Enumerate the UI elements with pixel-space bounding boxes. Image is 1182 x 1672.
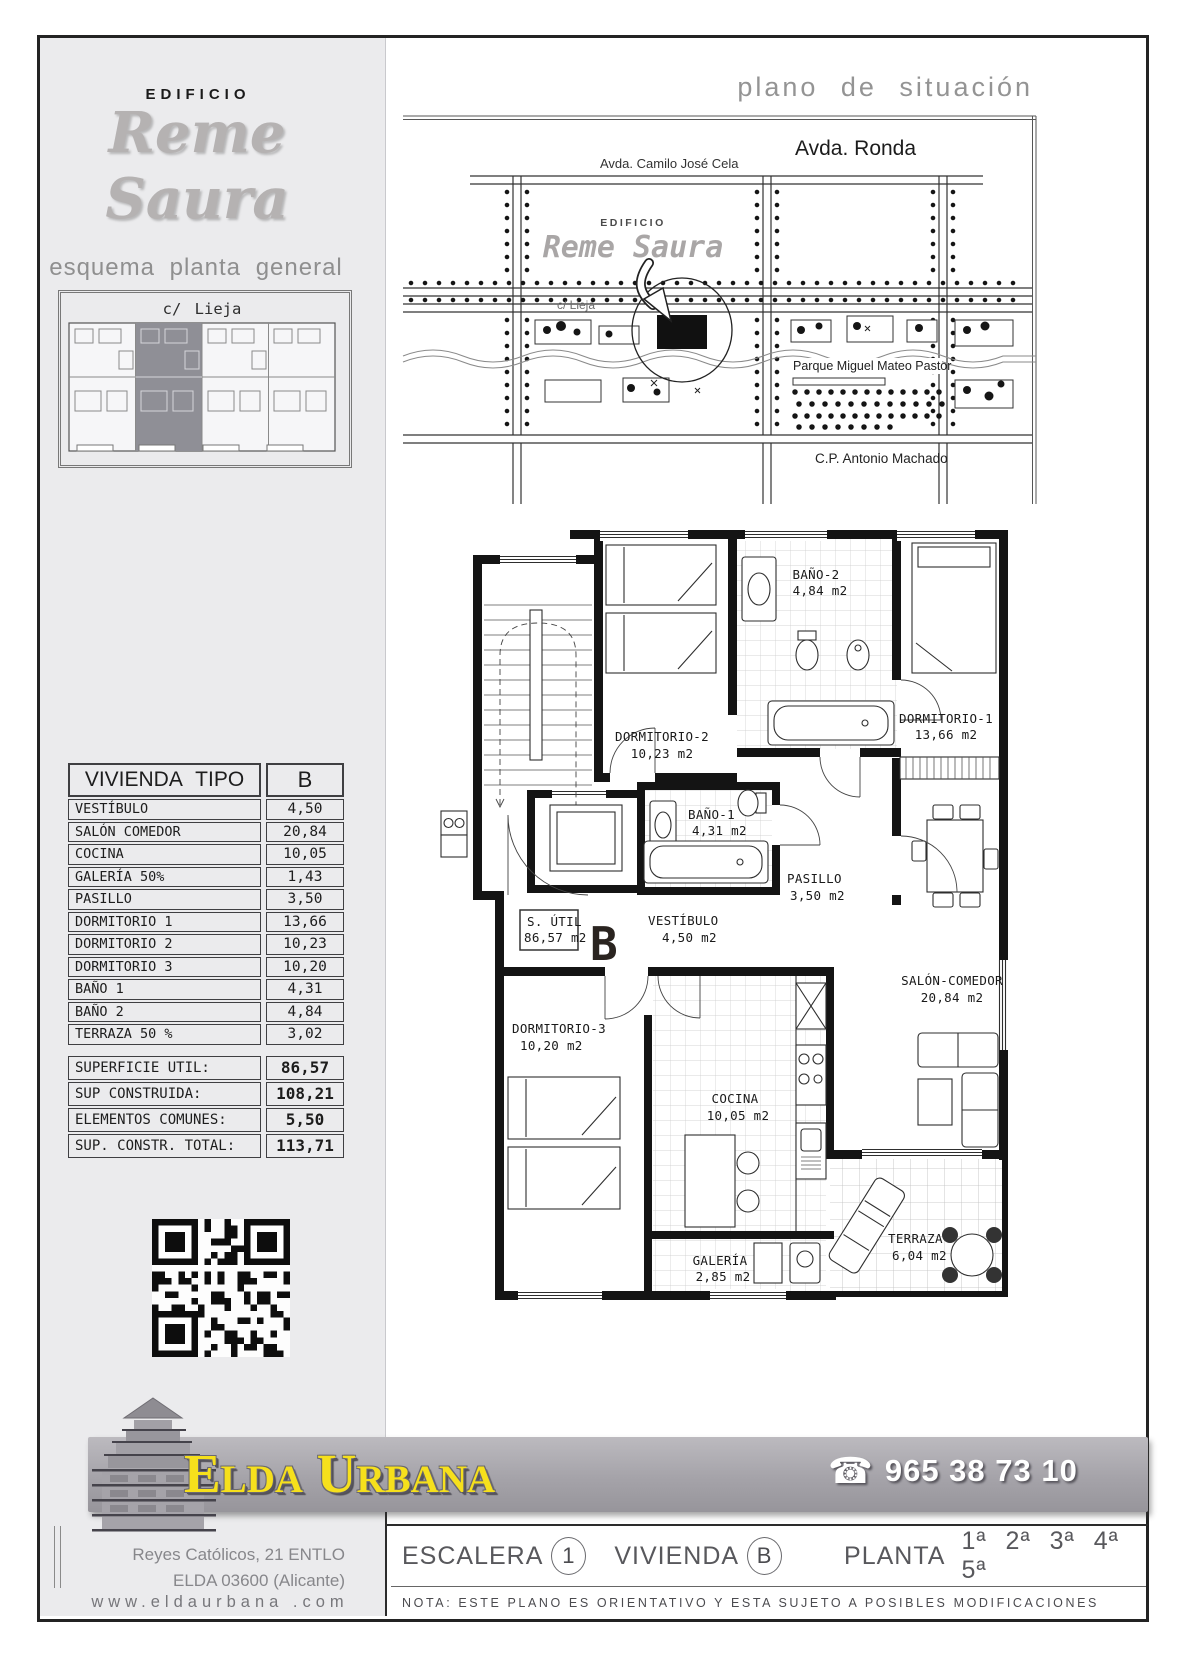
row-value: 4,50 [266, 799, 344, 820]
row-label: DORMITORIO 1 [68, 912, 261, 933]
row-value: 10,05 [266, 844, 344, 865]
row-label: BAÑO 1 [68, 979, 261, 1000]
phone-block [828, 1450, 1078, 1492]
room-area: 2,85 m2 [695, 1269, 751, 1284]
summary-row [68, 1134, 344, 1158]
qr-code [152, 1219, 290, 1362]
room-label: BAÑO-2 [792, 567, 840, 582]
escalera-label: ESCALERA [402, 1541, 544, 1570]
summary-label: SUP CONSTRUIDA: [68, 1082, 261, 1106]
table-row [68, 844, 344, 865]
nota-rule [391, 1586, 1146, 1587]
dining-table-icon [912, 805, 998, 907]
sutil-box [520, 910, 587, 950]
table-row [68, 934, 344, 955]
elevator-icon [550, 805, 622, 871]
shaft-vents [441, 811, 467, 857]
map-edificio-label: EDIFICIO [600, 217, 666, 229]
vivienda-letter-badge: B [747, 1537, 782, 1575]
summary-label: SUP. CONSTR. TOTAL: [68, 1134, 261, 1158]
park-label: Parque Miguel Mateo Pastor [793, 359, 952, 373]
map-trees [411, 192, 1025, 430]
park-trees [795, 392, 943, 427]
summary-label: ELEMENTOS COMUNES: [68, 1108, 261, 1132]
map-title: plano de situación [737, 72, 1033, 102]
row-value: 4,31 [266, 979, 344, 1000]
table-row [68, 822, 344, 843]
row-label: VESTÍBULO [68, 799, 261, 820]
room-label: COCINA [711, 1091, 759, 1106]
bed-icon [912, 543, 996, 673]
row-value: 13,66 [266, 912, 344, 933]
summary-value: 86,57 [266, 1056, 344, 1080]
phone-number: 965 38 73 10 [884, 1453, 1078, 1488]
table-row [68, 867, 344, 888]
nota-text: NOTA: ESTE PLANO ES ORIENTATIVO Y ESTA SUJETO A POSIBLES MODIFICACIONES [402, 1596, 1099, 1610]
planta-values: 1ª 2ª 3ª 4ª 5ª [961, 1527, 1119, 1584]
row-value: 1,43 [266, 867, 344, 888]
table-row [68, 889, 344, 910]
stairs [484, 605, 592, 817]
footer-top-rule [385, 1524, 1148, 1526]
row-value: 10,23 [266, 934, 344, 955]
floor-plan [400, 505, 1015, 1305]
vivienda-label: VIVIENDA [614, 1541, 740, 1570]
summary-value: 108,21 [266, 1082, 344, 1106]
room-label: SALÓN-COMEDOR [901, 973, 1003, 988]
address-line1: Reyes Católicos, 21 ENTLO [132, 1545, 345, 1564]
school-label: C.P. Antonio Machado [815, 451, 948, 466]
row-label: PASILLO [68, 889, 261, 910]
vivienda-table [68, 763, 344, 1160]
situation-map [395, 58, 1045, 508]
unit-type-badge: B [590, 917, 618, 971]
row-label: COCINA [68, 844, 261, 865]
summary-label: SUPERFICIE UTIL: [68, 1056, 261, 1080]
row-label: DORMITORIO 2 [68, 934, 261, 955]
table-row [68, 1002, 344, 1023]
wardrobe-icon [900, 757, 999, 779]
brand-name: Elda Urbana [184, 1443, 496, 1504]
map-reme-saura-logo: Reme Saura [542, 230, 724, 265]
bed-icon [508, 1077, 620, 1209]
sutil-label: S. ÚTIL [527, 914, 582, 929]
row-value: 20,84 [266, 822, 344, 843]
room-label: GALERÍA [692, 1253, 748, 1268]
room-label: DORMITORIO-3 [512, 1021, 606, 1036]
table-header-row [68, 763, 344, 797]
street-c-lieja: c/ Lieja [557, 298, 596, 312]
room-label: BAÑO-1 [688, 807, 735, 822]
row-label: SALÓN COMEDOR [68, 822, 261, 843]
address-block [95, 1542, 345, 1594]
park-path [793, 378, 885, 385]
row-label: BAÑO 2 [68, 1002, 261, 1023]
reme-saura-logo: Reme Saura [105, 100, 289, 232]
room-area: 3,50 m2 [790, 888, 845, 903]
street-avda-camilo: Avda. Camilo José Cela [600, 156, 739, 171]
building-schematic [61, 293, 343, 459]
map-frame [403, 116, 1036, 504]
footer-divider [385, 1512, 387, 1616]
phone-icon: ☎ [828, 1450, 873, 1491]
esquema-section-title: esquema planta general [49, 254, 343, 281]
room-area: 10,23 m2 [630, 746, 694, 761]
summary-value: 113,71 [266, 1134, 344, 1158]
summary-row [68, 1056, 344, 1080]
row-value: 3,02 [266, 1024, 344, 1045]
table-body [68, 799, 344, 1045]
row-value: 3,50 [266, 889, 344, 910]
unit-info-row [402, 1527, 1146, 1584]
room-label: PASILLO [787, 871, 842, 886]
room-label: DORMITORIO-1 [899, 711, 993, 726]
room-label: VESTÍBULO [648, 913, 719, 928]
room-label: TERRAZA [888, 1231, 943, 1246]
summary-row [68, 1082, 344, 1106]
room-area: 13,66 m2 [914, 727, 978, 742]
table-summary [68, 1056, 344, 1158]
room-area: 4,84 m2 [792, 583, 848, 598]
bed-icon [606, 545, 716, 673]
table-row [68, 799, 344, 820]
room-area: 10,20 m2 [520, 1038, 583, 1053]
building-schematic-box [58, 290, 352, 468]
street-avda-ronda: Avda. Ronda [795, 137, 917, 160]
highlighted-unit [136, 323, 203, 451]
row-label: GALERÍA 50% [68, 867, 261, 888]
sutil-value: 86,57 m2 [524, 930, 587, 945]
planta-label: PLANTA [844, 1541, 946, 1570]
table-row [68, 979, 344, 1000]
room-area: 4,31 m2 [692, 823, 747, 838]
room-area: 10,05 m2 [706, 1108, 770, 1123]
room-label: DORMITORIO-2 [615, 729, 709, 744]
sofa-icons [918, 1033, 998, 1147]
table-header-label: VIVIENDA TIPO [68, 763, 261, 797]
table-row [68, 1024, 344, 1045]
table-row [68, 957, 344, 978]
row-label: DORMITORIO 3 [68, 957, 261, 978]
summary-value: 5,50 [266, 1108, 344, 1132]
row-label: TERRAZA 50 % [68, 1024, 261, 1045]
escalera-number-badge: 1 [551, 1537, 586, 1575]
row-value: 10,20 [266, 957, 344, 978]
elevator-door [552, 788, 606, 799]
row-value: 4,84 [266, 1002, 344, 1023]
website-url: www.eldaurbana .com [91, 1593, 349, 1611]
schematic-street-label: c/ Lieja [162, 300, 242, 318]
room-area: 4,50 m2 [662, 930, 717, 945]
schematic-building [69, 323, 335, 451]
room-area: 20,84 m2 [920, 990, 984, 1005]
address-line2: ELDA 03600 (Alicante) [173, 1571, 345, 1590]
decorative-double-line [54, 1526, 61, 1588]
summary-row [68, 1108, 344, 1132]
table-row [68, 912, 344, 933]
room-area: 6,04 m2 [892, 1248, 947, 1263]
edificio-label: EDIFICIO [145, 86, 251, 103]
edificio-building-block [657, 315, 707, 349]
table-header-type: B [266, 763, 344, 797]
